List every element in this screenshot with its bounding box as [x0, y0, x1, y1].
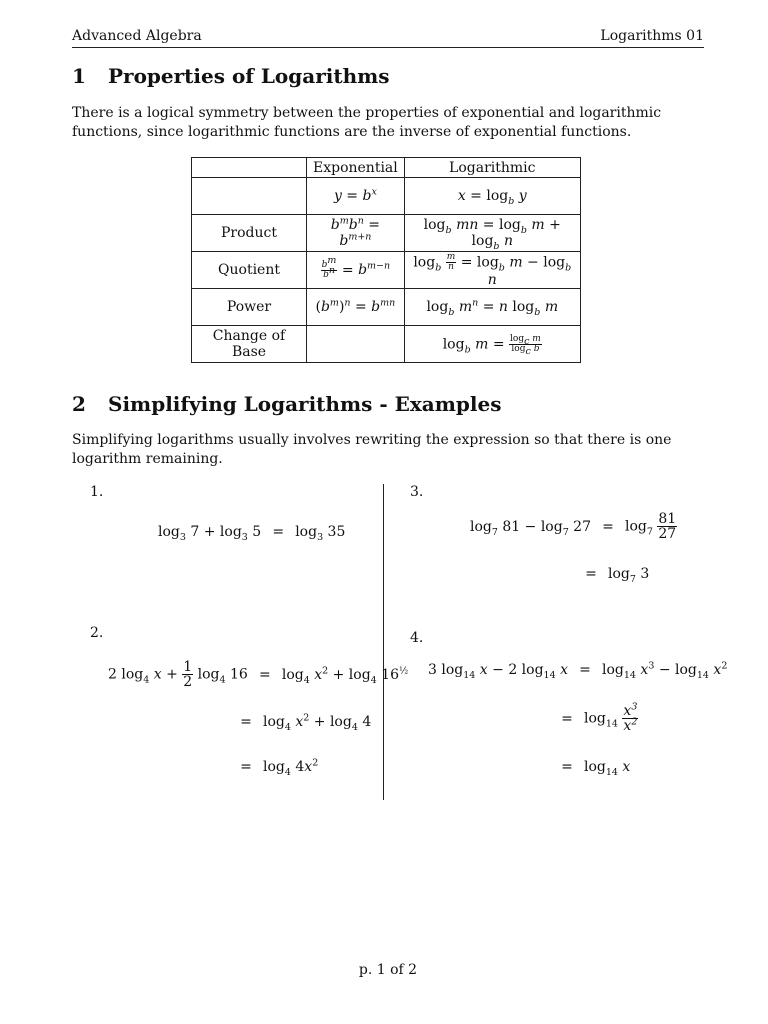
table-header-logarithmic: Logarithmic [404, 158, 580, 178]
change-of-base-logarithmic: $\log_b m$ = $\frac{\log_c m}{\log_c b}$ [404, 326, 580, 363]
properties-table [191, 157, 581, 363]
row-label-quotient: Quotient [192, 252, 307, 289]
table-header-exponential: Exponential [307, 158, 405, 178]
row-label-definition [192, 178, 307, 215]
example-3-line-1: $\log_7 81 - \log_7 27$ = $\log_7$ $\frac{81}{27}$ [470, 511, 677, 542]
section-1-number: 1 [72, 64, 86, 88]
section-1-title: Properties of Logarithms [108, 64, 390, 88]
example-2-line-1: 2 $\log_4 x$ + $\frac{1}{2}$ $\log_4 16$ = $\log_4 x^2 + \log_4 16^{\frac{1}{2}}$ [108, 659, 409, 690]
header-course: Advanced Algebra [72, 28, 202, 44]
header-topic: Logarithms 01 [600, 28, 704, 44]
example-4-line-3: = $\log_{14} x$ [561, 759, 631, 778]
example-4-line-2: = $\log_{14}$ $\frac{x^3}{x^2}$ [561, 701, 638, 734]
table-header-row [192, 158, 581, 178]
page-number: p. 1 of 2 [358, 962, 418, 978]
example-1-number: 1. [90, 484, 104, 500]
example-2-line-2: = $\log_4 x^2 + \log_4 4$ [240, 712, 372, 733]
table-header-empty [192, 158, 307, 178]
page-header [72, 28, 704, 48]
definition-exponential: $y = b^x$ [307, 178, 405, 215]
product-logarithmic: $\log_b$ mn = $\log_b m + \log_b n$ [404, 215, 580, 252]
section-1-heading [72, 64, 390, 88]
section-2-intro: Simplifying logarithms usually involves rewriting the expression so that there is one logarithm remaining. [72, 432, 672, 467]
section-2-number: 2 [72, 392, 86, 416]
change-of-base-exponential [307, 326, 405, 363]
row-label-change-of-base: Change of Base [192, 326, 307, 363]
power-logarithmic: $\log_b m^n = n$ $\log_b m$ [404, 289, 580, 326]
table-row-product [192, 215, 581, 252]
table-row-definition [192, 178, 581, 215]
section-2-heading [72, 392, 501, 416]
row-label-product: Product [192, 215, 307, 252]
table-row-quotient [192, 252, 581, 289]
section-2-title: Simplifying Logarithms - Examples [108, 392, 502, 416]
row-label-power: Power [192, 289, 307, 326]
section-1-intro: There is a logical symmetry between the properties of exponential and logarithmic functions, since logarithmic functions are the inverse of exponential functions. [72, 105, 662, 140]
power-exponential: $(b^m)^n = b^{mn}$ [307, 289, 405, 326]
table-row-power [192, 289, 581, 326]
example-4-line-1: 3 $\log_{14} x - 2$ $\log_{14} x$ = $\log_{14} x^3 - \log_{14} x^2$ [428, 660, 728, 681]
column-divider [383, 484, 384, 800]
example-2-line-3: = $\log_4 4x^2$ [240, 757, 319, 778]
document-page [72, 0, 728, 1024]
example-2-number: 2. [90, 625, 104, 641]
example-1-line-1: $\log_3 7 + \log_3 5$ = $\log_3 35$ [158, 524, 346, 543]
product-exponential: $b^mb^n = b^{m+n}$ [307, 215, 405, 252]
quotient-logarithmic: $\log_b$ $\frac{m}{n}$ = $\log_b m - \log_b n$ [404, 252, 580, 289]
example-3-number: 3. [410, 484, 424, 500]
definition-logarithmic: $x = \log_b y$ [404, 178, 580, 215]
quotient-exponential: $\frac{b^m}{b^n}$ = $b^{m-n}$ [307, 252, 405, 289]
example-4-number: 4. [410, 630, 424, 646]
table-row-change-of-base [192, 326, 581, 363]
example-3-line-2: = $\log_7 3$ [585, 566, 650, 585]
